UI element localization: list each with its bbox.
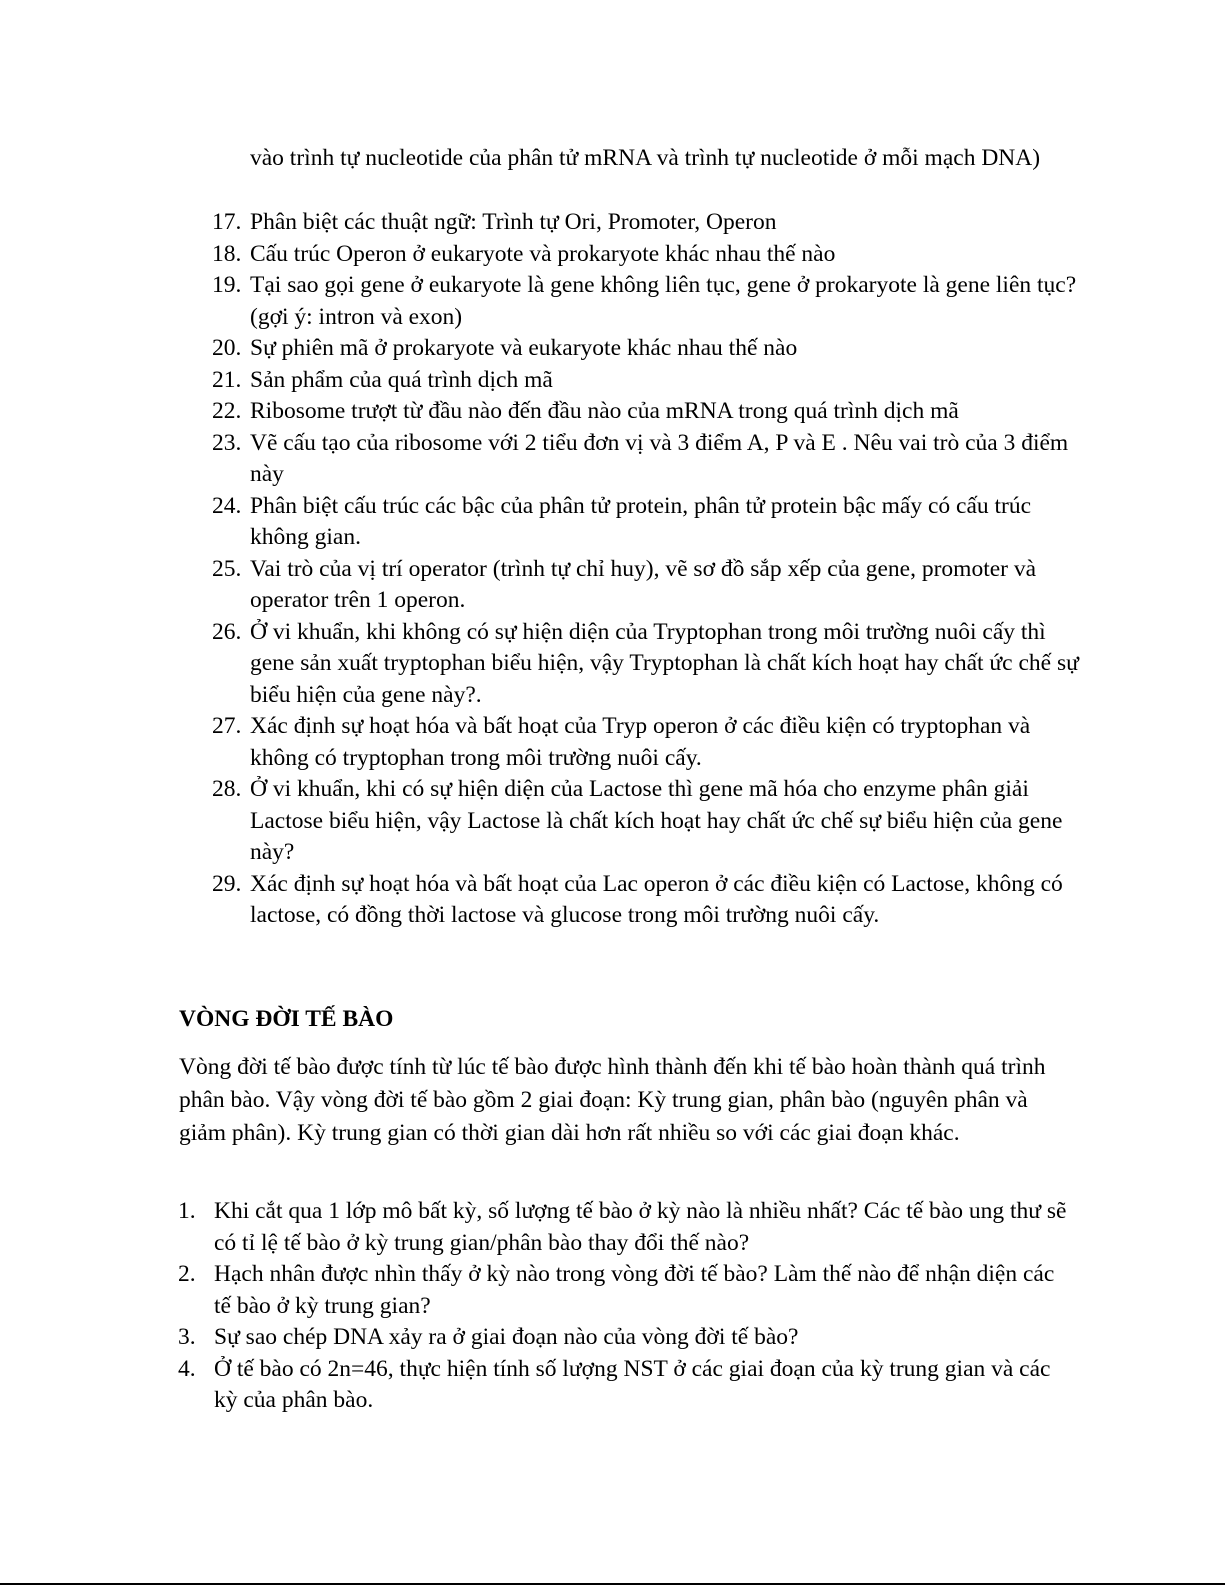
item-number: 1.	[178, 1198, 196, 1224]
section-heading: VÒNG ĐỜI TẾ BÀO	[179, 1006, 394, 1032]
item-text: Phân biệt các thuật ngữ: Trình tự Ori, Promoter, Operon	[250, 209, 777, 235]
item-number: 24.	[212, 492, 242, 519]
list-item	[178, 1322, 1074, 1354]
list-item	[212, 491, 1080, 554]
list-item	[212, 396, 1080, 428]
item-text: Vai trò của vị trí operator (trình tự chỉ huy), vẽ sơ đồ sắp xếp của gene, promoter và operator trên 1 operon.	[250, 555, 1037, 613]
item-text: Ở tế bào có 2n=46, thực hiện tính số lượng NST ở các giai đoạn của kỳ trung gian và các kỳ của phân bào.	[214, 1355, 1051, 1413]
list-item	[212, 554, 1080, 617]
item-text: Phân biệt cấu trúc các bậc của phân tử protein, phân tử protein bậc mấy có cấu trúc không gian.	[250, 492, 1032, 550]
item-text: Khi cắt qua 1 lớp mô bất kỳ, số lượng tế bào ở kỳ nào là nhiều nhất? Các tế bào ung thư sẽ có tỉ lệ tế bào ở kỳ trung gian/phân bào thay đổi thế nào?	[214, 1198, 1067, 1256]
item-number: 28.	[212, 776, 242, 802]
item-number: 2.	[178, 1261, 196, 1287]
item-number: 25.	[212, 555, 242, 582]
item-text: Sự phiên mã ở prokaryote và eukaryote khác nhau thế nào	[250, 335, 798, 361]
list-item	[212, 270, 1080, 333]
list-item	[212, 239, 1080, 271]
item-number: 19.	[212, 272, 242, 298]
item-text: Hạch nhân được nhìn thấy ở kỳ nào trong vòng đời tế bào? Làm thế nào để nhận diện các tế bào ở kỳ trung gian?	[214, 1261, 1055, 1319]
list-item	[212, 774, 1080, 869]
item-text: Xác định sự hoạt hóa và bất hoạt của Tryp operon ở các điều kiện có tryptophan và không có tryptophan trong môi trường nuôi cấy.	[250, 713, 1031, 771]
item-number: 20.	[212, 335, 242, 361]
item-number: 22.	[212, 398, 242, 424]
item-number: 29.	[212, 870, 242, 897]
item-number: 27.	[212, 713, 242, 739]
item-number: 21.	[212, 366, 242, 393]
list-item	[178, 1196, 1074, 1259]
item-number: 17.	[212, 209, 242, 235]
item-text: Vẽ cấu tạo của ribosome với 2 tiểu đơn vị và 3 điểm A, P và E . Nêu vai trò của 3 điểm này	[250, 429, 1069, 487]
item-text: Cấu trúc Operon ở eukaryote và prokaryote khác nhau thế nào	[250, 240, 836, 267]
continuation-text: vào trình tự nucleotide của phân tử mRNA và trình tự nucleotide ở mỗi mạch DNA)	[250, 145, 1041, 171]
list-item	[212, 207, 1080, 239]
list-item	[178, 1354, 1074, 1417]
item-number: 23.	[212, 429, 242, 456]
item-text: Sản phẩm của quá trình dịch mã	[250, 366, 553, 393]
item-number: 4.	[178, 1355, 196, 1382]
cell-cycle-question-list	[178, 1196, 1074, 1417]
list-item	[178, 1259, 1074, 1322]
list-item	[212, 428, 1080, 491]
item-text: Xác định sự hoạt hóa và bất hoạt của Lac operon ở các điều kiện có Lactose, không có lactose, có đồng thời lactose và glucose trong môi trường nuôi cấy.	[250, 870, 1063, 928]
item-number: 3.	[178, 1324, 196, 1350]
item-number: 18.	[212, 240, 242, 267]
list-item	[212, 869, 1080, 932]
list-item	[212, 617, 1080, 712]
question-list	[212, 207, 1080, 932]
list-item	[212, 711, 1080, 774]
item-text: Ở vi khuẩn, khi có sự hiện diện của Lactose thì gene mã hóa cho enzyme phân giải Lactose biểu hiện, vậy Lactose là chất kích hoạt hay chất ức chế sự biểu hiện của gene này?	[250, 776, 1063, 865]
item-text: Ribosome trượt từ đầu nào đến đầu nào của mRNA trong quá trình dịch mã	[250, 398, 959, 424]
item-number: 26.	[212, 618, 242, 645]
section-intro: Vòng đời tế bào được tính từ lúc tế bào được hình thành đến khi tế bào hoàn thành quá trình phân bào. Vậy vòng đời tế bào gồm 2 giai đoạn: Kỳ trung gian, phân bào (nguyên phân và giảm phân). Kỳ trung gian có thời gian dài hơn rất nhiều so với các giai đoạn khác.	[179, 1054, 1046, 1146]
list-item	[212, 333, 1080, 365]
item-text: Tại sao gọi gene ở eukaryote là gene không liên tục, gene ở prokaryote là gene liên tục? (gợi ý: intron và exon)	[250, 272, 1077, 330]
item-text: Sự sao chép DNA xảy ra ở giai đoạn nào của vòng đời tế bào?	[214, 1324, 799, 1350]
list-item	[212, 365, 1080, 397]
item-text: Ở vi khuẩn, khi không có sự hiện diện của Tryptophan trong môi trường nuôi cấy thì gene sản xuất tryptophan biểu hiện, vậy Tryptophan là chất kích hoạt hay chất ức chế sự biểu hiện của gene này?.	[250, 618, 1079, 708]
